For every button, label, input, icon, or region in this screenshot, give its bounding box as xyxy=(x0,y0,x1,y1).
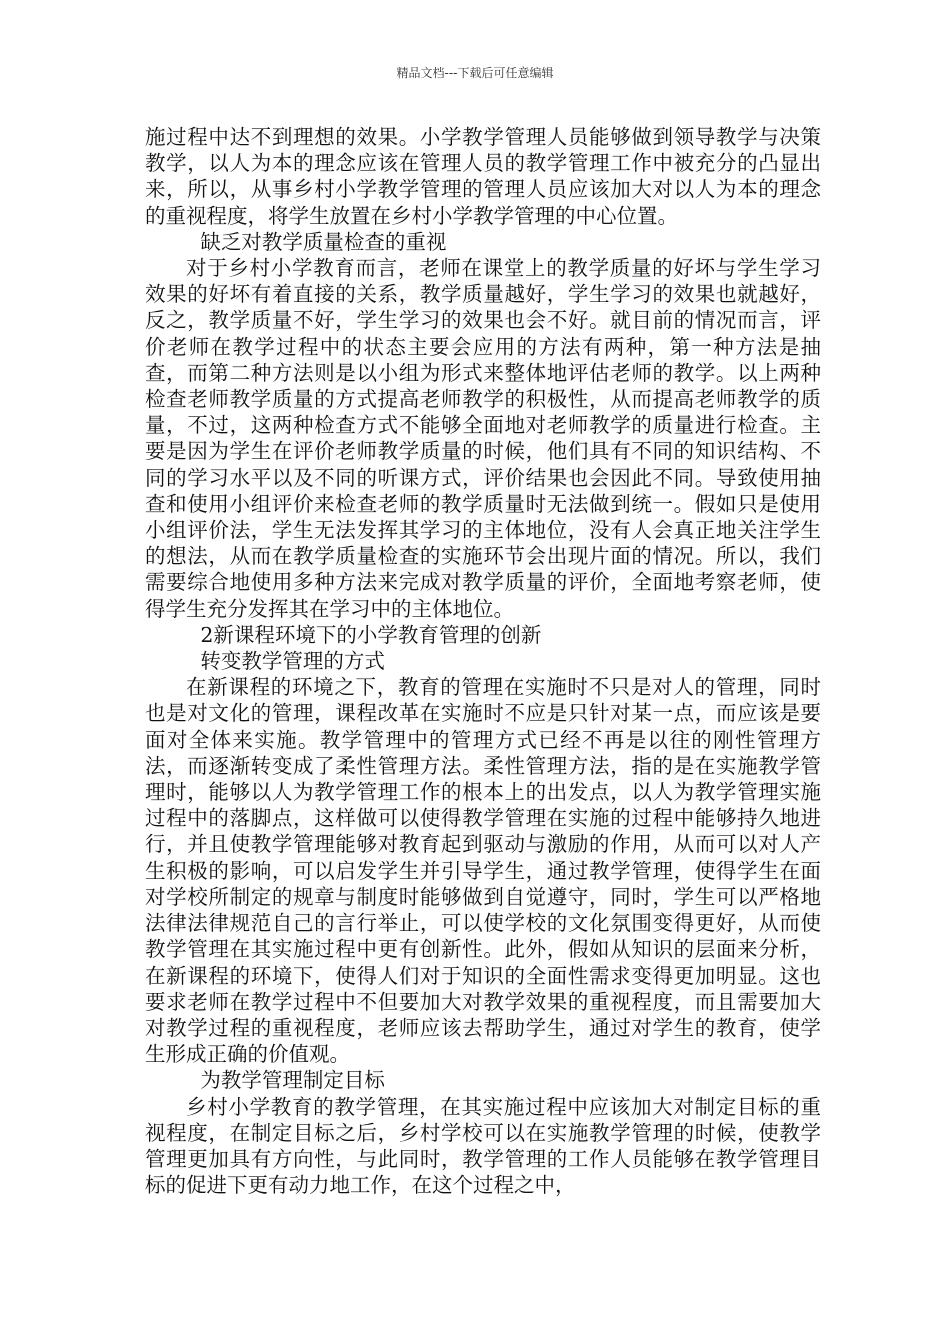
section-heading-innovation: 2新课程环境下的小学教育管理的创新 xyxy=(200,622,542,647)
document-body xyxy=(145,124,821,1198)
paragraph-management-approach: 在新课程的环境之下，教育的管理在实施时不只是对人的管理，同时也是对文化的管理，课程改革在实施时不应是只针对某一点，而应该是要面对全体来实施。教学管理中的管理方式已经不再是以往的刚性管理方法，而逐渐转变成了柔性管理方法。柔性管理方法，指的是在实施教学管理时，能够以人为教学管理工作的根本上的出发点，以人为教学管理实施过程中的落脚点，这样做可以使得教学管理在实施的过程中能够持久地进行，并且使教学管理能够对教育起到驱动与激励的作用，从而可以对人产生积极的影响，可以启发学生并引导学生，通过教学管理，使得学生在面对学校所制定的规章与制度时能够做到自觉遵守，同时，学生可以严格地法律法律规范自己的言行举止，可以使学校的文化氛围变得更好，从而使教学管理在其实施过程中更有创新性。此外，假如从知识的层面来分析，在新课程的环境下，使得人们对于知识的全面性需求变得更加明显。这也要求老师在教学过程中不但要加大对教学效果的重视程度，而且需要加大对教学过程的重视程度，老师应该去帮助学生，通过对学生的教育，使学生形成正确的价值观。 xyxy=(145,675,821,1067)
subheading-quality-inspection: 缺乏对教学质量检查的重视 xyxy=(200,229,447,254)
paragraph-continuation: 施过程中达不到理想的效果。小学教学管理人员能够做到领导教学与决策教学，以人为本的理念应该在管理人员的教学管理工作中被充分的凸显出来，所以，从事乡村小学教学管理的管理人员应该加大对以人为本的理念的重视程度，将学生放置在乡村小学教学管理的中心位置。 xyxy=(145,125,821,228)
subheading-management-approach: 转变教学管理的方式 xyxy=(200,649,385,674)
page-header: 精品文档---下载后可任意编辑 xyxy=(396,66,554,80)
subheading-management-goals: 为教学管理制定目标 xyxy=(200,1068,385,1093)
paragraph-management-goals: 乡村小学教育的教学管理，在其实施过程中应该加大对制定目标的重视程度，在制定目标之后，乡村学校可以在实施教学管理的时候，使教学管理更加具有方向性，与此同时，教学管理的工作人员能够在教学管理目标的促进下更有动力地工作，在这个过程之中， xyxy=(145,1094,821,1198)
paragraph-quality-inspection: 对于乡村小学教育而言，老师在课堂上的教学质量的好坏与学生学习效果的好坏有着直接的关系，教学质量越好，学生学习的效果也就越好，反之，教学质量不好，学生学习的效果也会不好。就目前的情况而言，评价老师在教学过程中的状态主要会应用的方法有两种，第一种方法是抽查，而第二种方法则是以小组为形式来整体地评估老师的教学。以上两种检查老师教学质量的方式提高老师教学的积极性，从而提高老师教学的质量，不过，这两种检查方式不能够全面地对老师教学的质量进行检查。主要是因为学生在评价老师教学质量的时候，他们具有不同的知识结构、不同的学习水平以及不同的听课方式，评价结果也会因此不同。导致使用抽查和使用小组评价来检查老师的教学质量时无法做到统一。假如只是使用小组评价法，学生无法发挥其学习的主体地位，没有人会真正地关注学生的想法，从而在教学质量检查的实施环节会出现片面的情况。所以，我们需要综合地使用多种方法来完成对教学质量的评价，全面地考察老师，使得学生充分发挥其在学习中的主体地位。 xyxy=(145,256,821,621)
